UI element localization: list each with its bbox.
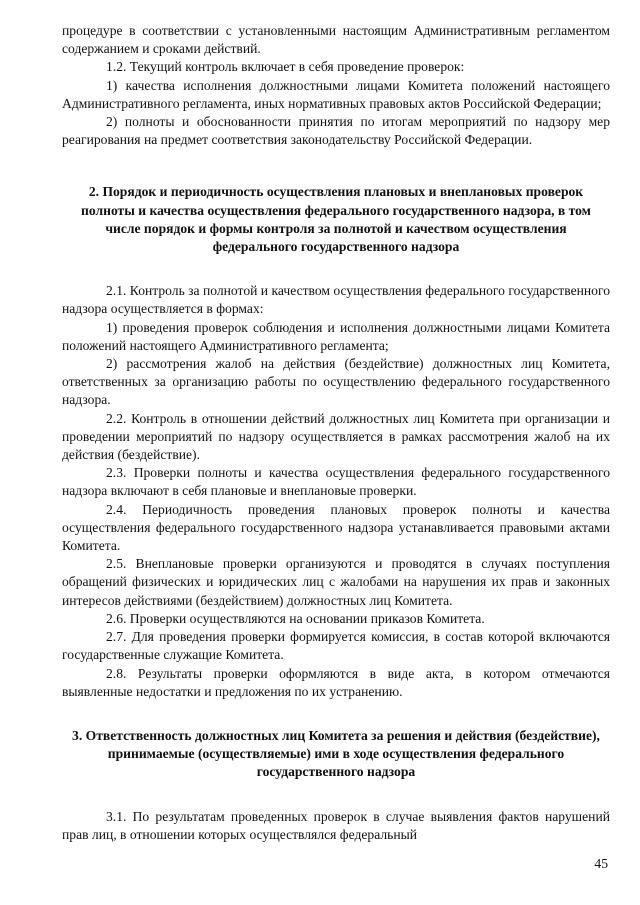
paragraph: процедуре в соответствии с установленными настоящим Административным регламентом содержанием и сроками действий.	[62, 23, 610, 57]
paragraph: 2.6. Проверки осуществляются на основании приказов Комитета.	[106, 610, 485, 626]
paragraph: 2.1. Контроль за полнотой и качеством осуществления федерального государственного надзора осуществляется в формах:	[62, 283, 610, 317]
paragraph: 2) рассмотрения жалоб на действия (бездействие) должностных лиц Комитета, ответственных за организацию работы по осуществлению федерального государственного надзора.	[62, 356, 610, 408]
paragraph: 2.4. Периодичность проведения плановых проверок полноты и качества осуществления федерального государственного надзора устанавливается правовыми актами Комитета.	[62, 501, 610, 554]
paragraph: 1) проведения проверок соблюдения и исполнения должностными лицами Комитета положений настоящего Административного регламента;	[62, 319, 610, 353]
document-page	[62, 22, 610, 844]
paragraph: 1.2. Текущий контроль включает в себя проведение проверок:	[106, 59, 465, 75]
paragraph: 2) полноты и обоснованности принятия по итогам мероприятий по надзору мер реагирования на предмет соответствия законодательству Российской Федерации.	[62, 114, 610, 148]
paragraph: 1) качества исполнения должностными лицами Комитета положений настоящего Административного регламента, иных нормативных правовых актов Российской Федерации;	[62, 77, 610, 111]
page-number: 45	[594, 856, 608, 871]
paragraph: 2.3. Проверки полноты и качества осуществления федерального государственного надзора включают в себя плановые и внеплановые проверки.	[62, 465, 610, 499]
paragraph: 2.7. Для проведения проверки формируется комиссия, в состав которой включаются государственные служащие Комитета.	[62, 629, 610, 663]
paragraph: 2.2. Контроль в отношении действий должностных лиц Комитета при организации и проведении мероприятий по надзору осуществляется в рамках рассмотрения жалоб на их действия (бездействие).	[62, 410, 610, 463]
paragraph: 2.8. Результаты проверки оформляются в виде акта, в котором отмечаются выявленные недостатки и предложения по их устранению.	[62, 665, 610, 699]
paragraph: 2.5. Внеплановые проверки организуются и проводятся в случаях поступления обращений физических и юридических лиц с жалобами на нарушения их прав и законных интересов действиями (бездействием) должностных лиц Комитета.	[62, 556, 610, 608]
section-heading: 3. Ответственность должностных лиц Комитета за решения и действия (бездействие), принимаемые (осуществляемые) ими в ходе осуществления федерального государственного надзора	[72, 727, 600, 780]
paragraph: 3.1. По результатам проведенных проверок в случае выявления фактов нарушений прав лиц, в отношении которых осуществлялся федеральный	[62, 808, 610, 842]
section-heading: 2. Порядок и периодичность осуществления плановых и внеплановых проверок полноты и качества осуществления федерального государственного надзора, в том числе порядок и формы контроля за полнотой и качеством осуществления федерального государственного надзора	[81, 184, 591, 255]
